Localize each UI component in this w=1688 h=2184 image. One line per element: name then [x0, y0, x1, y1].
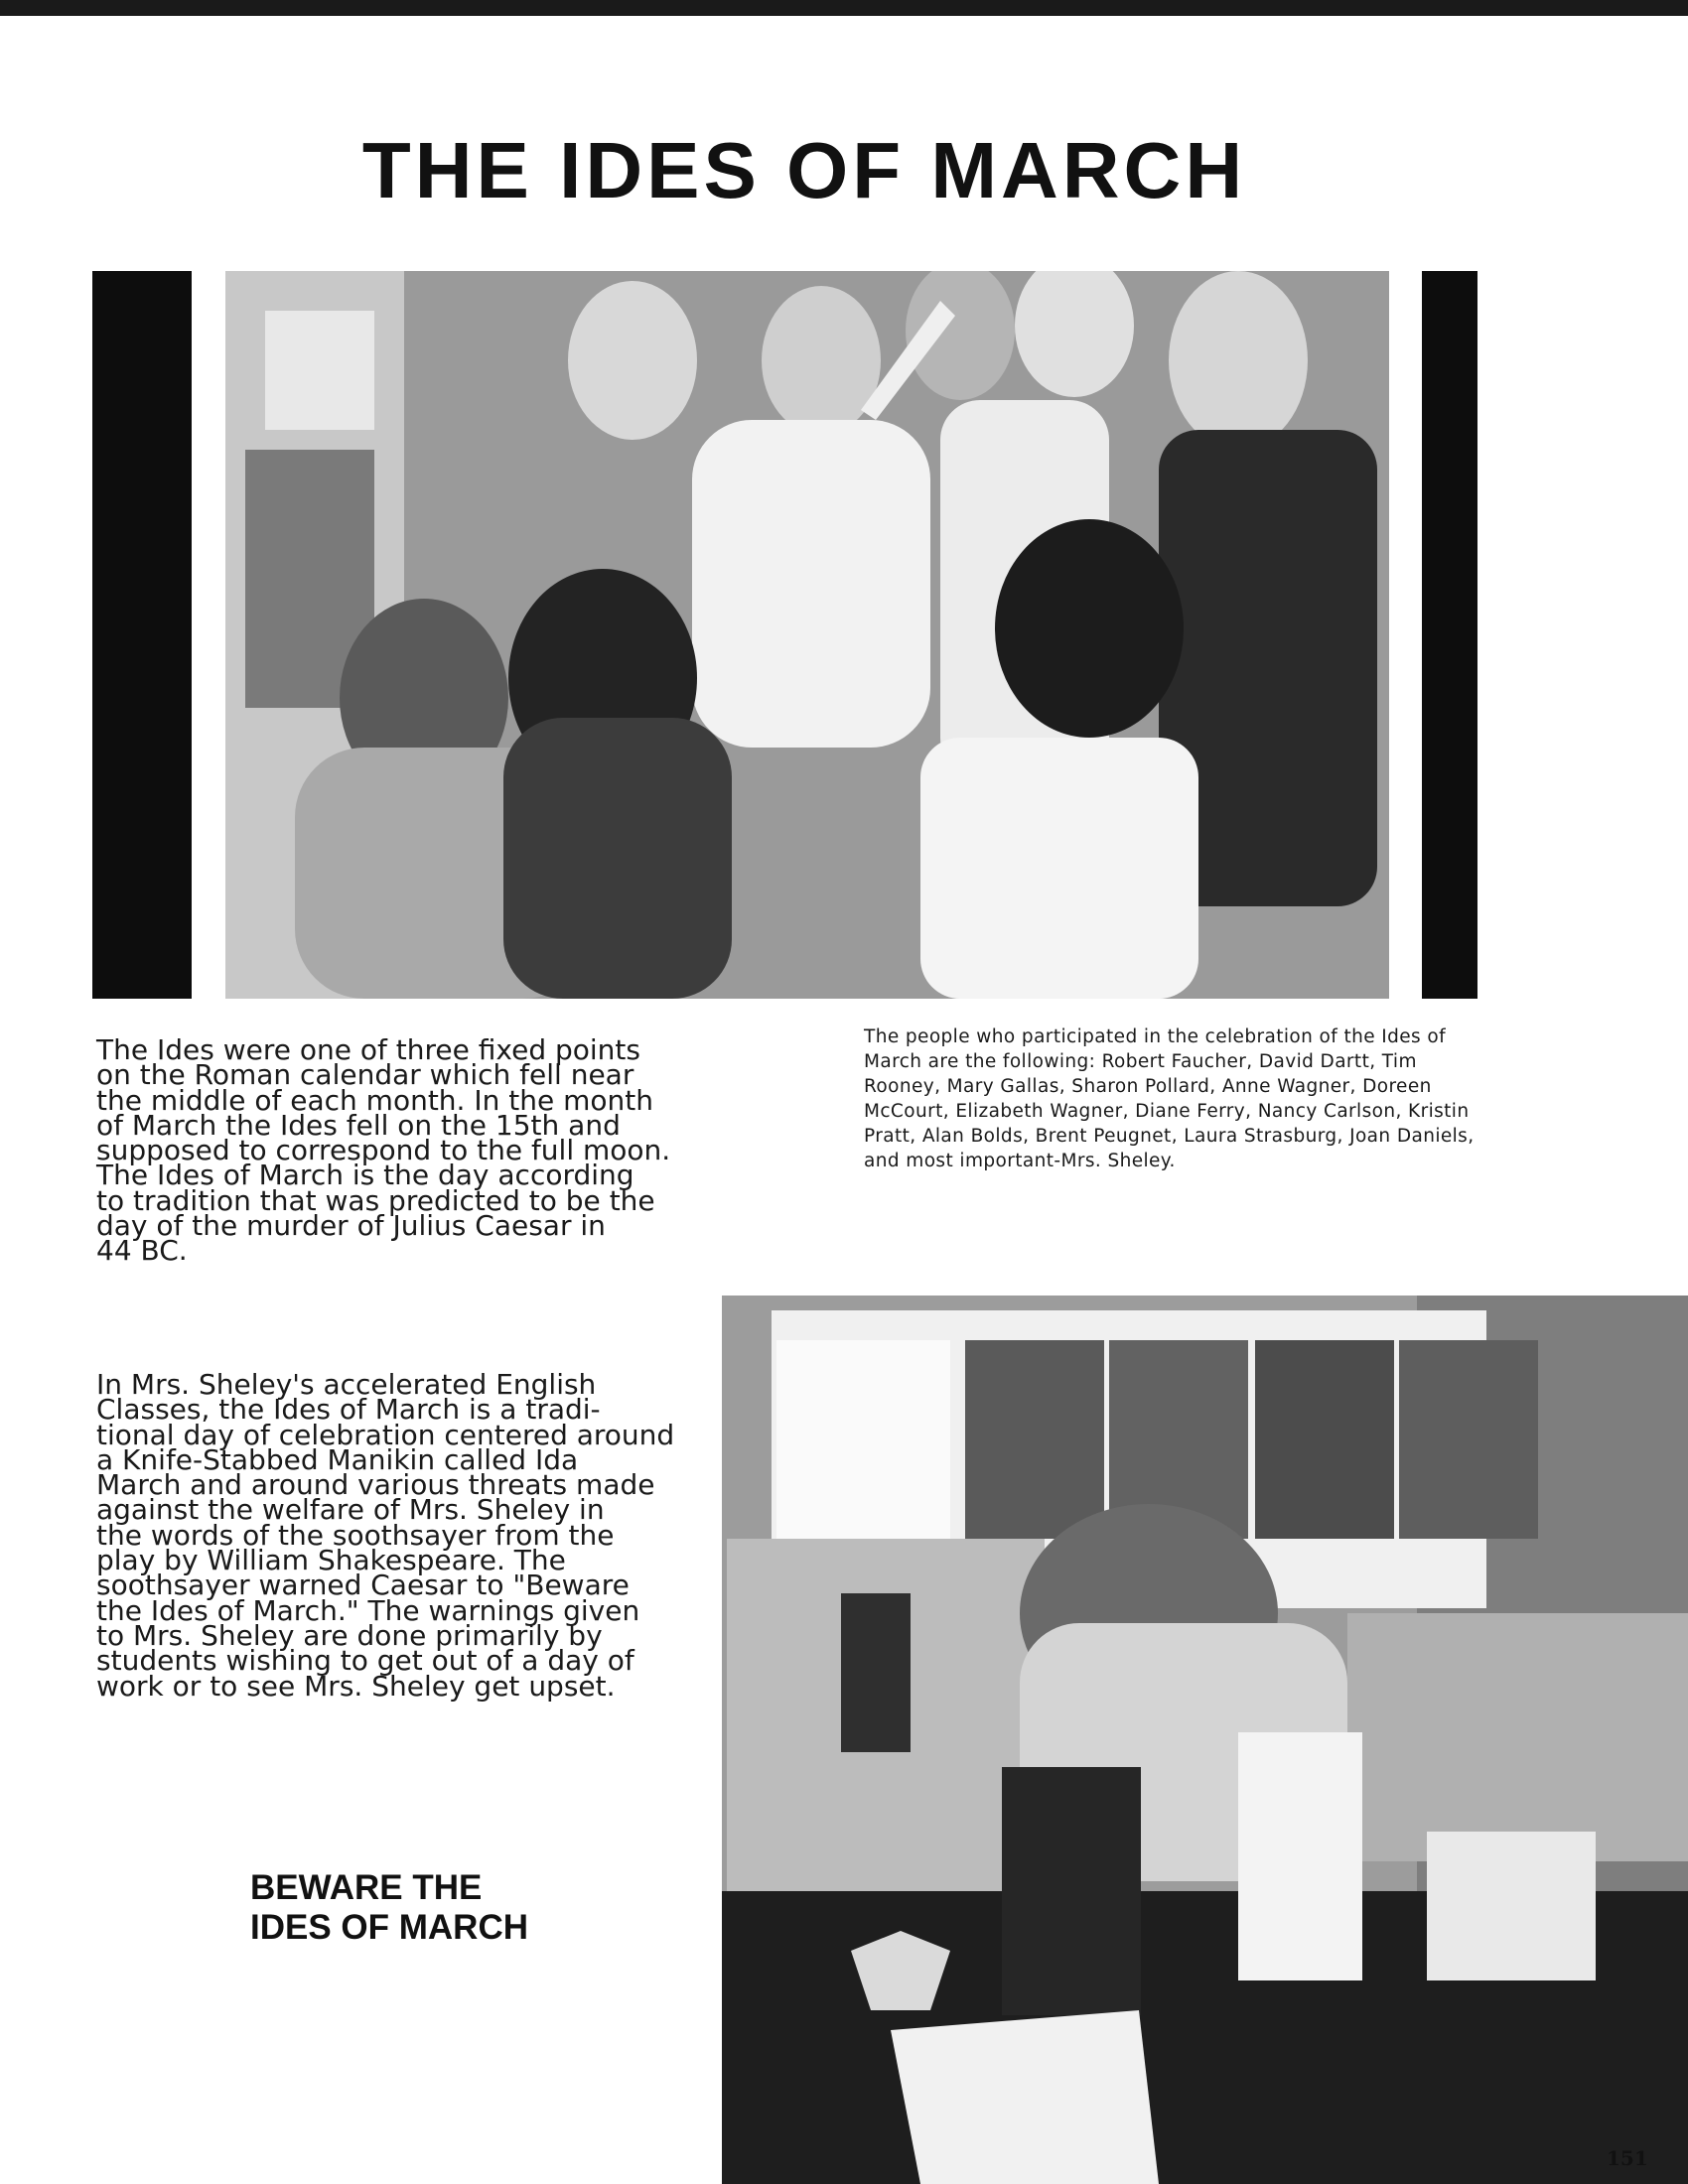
intro-paragraph-1: The Ides were one of three fixed points on the Roman calendar which fell near the middle of each month. In the month of March the Ides fell on the 15th and supposed to correspond to the full moon. The Ides of March is the day according to tradition that was predicted to be the day of the murder of Julius Caesar in 44 BC. — [96, 1033, 671, 1268]
intro-paragraph-2: In Mrs. Sheley's accelerated English Classes, the Ides of March is a tradi- tional day of celebration centered around a Knife-Stabbed Manikin called Ida March and around various threats made against the welfare of Mrs. Sheley in the words of the soothsayer from the play by William Shakespeare. The soothsayer warned Caesar to "Beware the Ides of March." The warnings given to Mrs. Sheley are done primarily by students wishing to get out of a day of work or to see Mrs. Sheley get upset. — [96, 1368, 675, 1703]
beware-slogan: BEWARE THE IDES OF MARCH — [250, 1868, 528, 1947]
top-border — [0, 0, 1688, 16]
display-photo — [722, 1296, 1688, 2184]
group-photo-icon — [225, 271, 1389, 999]
page-number: 151 — [1607, 2146, 1648, 2170]
participants-caption: The people who participated in the celebration of the Ides of March are the following: Robert Faucher, David Dartt, Tim Rooney, Mary Gallas, Sharon Pollard, Anne Wagner, Doreen McCourt, Elizabeth Wagner, Diane Ferry, Nancy Carlson, Kristin Pratt, Alan Bolds, Brent Peugnet, Laura Strasburg, Joan Daniels, and most important-Mrs. Sheley. — [864, 1026, 1475, 1171]
left-photo-bar — [92, 271, 192, 999]
display-photo-icon — [722, 1296, 1688, 2184]
group-photo — [225, 271, 1389, 999]
page-title: THE IDES OF MARCH — [361, 126, 1247, 214]
right-photo-bar — [1422, 271, 1477, 999]
